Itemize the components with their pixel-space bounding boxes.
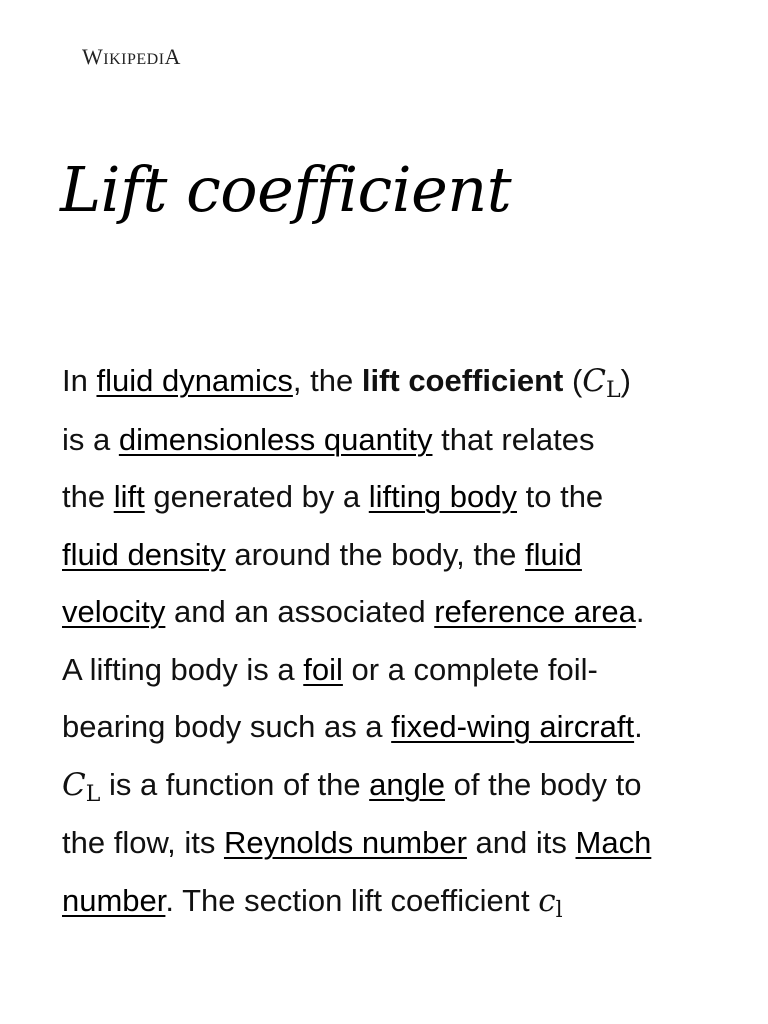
link-reference-area[interactable]: reference area [434,594,636,629]
paragraph-line [62,526,722,584]
paragraph-line [62,872,722,931]
math-subscript: L [85,781,101,807]
term-lift-coefficient: lift coefficient [361,363,564,398]
paragraph-text: In [62,363,97,398]
paragraph-text: bearing body such as a [62,709,392,744]
math-base: C [62,766,86,803]
paragraph-text: is a function of the [100,766,370,802]
paragraph-text: . [634,709,643,744]
paragraph-text: around the body, the [225,536,526,572]
math-base: C [582,363,607,399]
paragraph-text: the flow, its [62,825,224,860]
math-subscript: L [606,378,621,403]
math-symbol [62,766,101,807]
paragraph-text: or a complete foil- [342,651,598,687]
paragraph-text: generated by a [144,479,369,514]
link-angle[interactable]: angle [369,766,446,802]
link-foil[interactable]: foil [303,651,343,687]
paragraph-line [62,468,722,526]
link-fluid-density[interactable]: fluid density [62,536,226,572]
wikipedia-wordmark[interactable] [82,44,181,70]
paragraph-text: and an associated [165,594,435,629]
paragraph-text: and its [466,825,576,860]
paragraph-line [62,583,722,641]
paragraph-text: ) [620,363,631,398]
paragraph-line [62,352,722,411]
paragraph-text: of the body to [445,766,642,802]
math-subscript: l [555,897,563,923]
paragraph-text: ( [563,363,583,398]
link-number[interactable]: number [62,882,166,918]
paragraph-text: A lifting body is a [62,651,304,687]
paragraph-line [62,411,722,469]
paragraph-text: is a [62,421,119,457]
paragraph-text: the [62,479,114,514]
wordmark-middle: IKIPEDI [103,51,165,68]
link-lifting-body[interactable]: lifting body [368,479,517,514]
link-dimensionless-quantity[interactable]: dimensionless quantity [118,421,433,457]
paragraph-line [62,641,722,699]
wordmark-final: A [164,44,181,69]
link-fluid-dynamics[interactable]: fluid dynamics [96,363,293,398]
paragraph-text: to the [517,479,604,514]
article-lead-paragraph [62,352,722,930]
paragraph-line [62,814,722,872]
link-fixed-wing-aircraft[interactable]: fixed-wing aircraft [391,709,635,744]
paragraph-line [62,698,722,756]
paragraph-text: . The section lift coefficient [165,882,539,918]
paragraph-line [62,756,722,815]
paragraph-text: , the [292,363,362,398]
link-mach[interactable]: Mach [575,825,652,860]
link-fluid[interactable]: fluid [525,536,582,572]
paragraph-text: that relates [432,421,595,457]
link-lift[interactable]: lift [113,479,145,514]
page-title: Lift coefficient [60,153,512,226]
paragraph-text: . [635,594,645,629]
math-symbol [582,363,621,403]
wordmark-initial: W [82,44,104,69]
link-reynolds-number[interactable]: Reynolds number [223,825,467,860]
math-symbol [538,882,563,923]
math-base: c [538,882,556,919]
link-velocity[interactable]: velocity [62,594,166,629]
